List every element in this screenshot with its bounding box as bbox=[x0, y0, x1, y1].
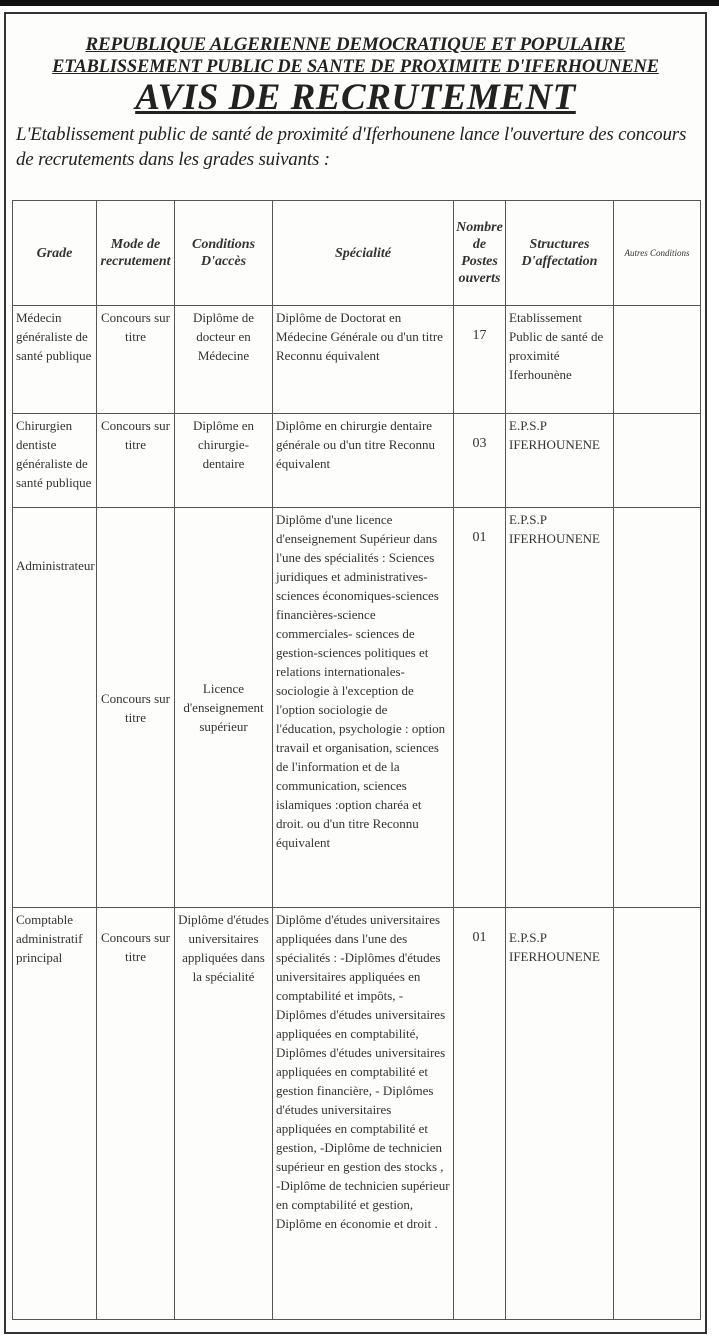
cell-specialite: Diplôme d'une licence d'enseignement Supérieur dans l'une des spécialités : Sciences juridiques et administratives- sciences économiques-sciences financières-science commerciales- sciences de gestion-sciences politiques et relations internationales-sociologie à l'exception de l'option sociologie de l'éducation, psychologie : option travail et organisation, sciences de l'information et de la communication, sciences islamiques :option charéa et droit. ou d'un titre Reconnu équivalent bbox=[273, 508, 454, 908]
col-structures: Structures D'affectation bbox=[506, 201, 614, 306]
cell-structures: E.P.S.P IFERHOUNENE bbox=[506, 414, 614, 508]
cell-conditions: Diplôme de docteur en Médecine bbox=[175, 306, 273, 414]
top-border-bar bbox=[0, 0, 719, 6]
col-specialite: Spécialité bbox=[273, 201, 454, 306]
cell-mode: Concours sur titre bbox=[97, 508, 175, 908]
cell-autres bbox=[614, 508, 701, 908]
notice-title: AVIS DE RECRUTEMENT bbox=[135, 77, 576, 118]
cell-postes: 03 bbox=[454, 414, 506, 508]
intro-paragraph: L'Etablissement public de santé de proximité d'Iferhounene lance l'ouverture des concours de recrutements dans les grades suivants : bbox=[16, 124, 687, 170]
cell-autres bbox=[614, 306, 701, 414]
cell-grade: Chirurgien dentiste généraliste de santé publique bbox=[13, 414, 97, 508]
col-autres: Autres Conditions bbox=[614, 201, 701, 306]
cell-autres bbox=[614, 908, 701, 1320]
col-conditions: Conditions D'accès bbox=[175, 201, 273, 306]
table-row bbox=[13, 306, 701, 414]
cell-conditions: Diplôme d'études universitaires appliquées dans la spécialité bbox=[175, 908, 273, 1320]
cell-postes: 17 bbox=[454, 306, 506, 414]
cell-grade: Administrateur bbox=[13, 508, 97, 908]
recruitment-table bbox=[12, 200, 701, 1320]
cell-specialite: Diplôme en chirurgie dentaire générale ou d'un titre Reconnu équivalent bbox=[273, 414, 454, 508]
cell-grade: Médecin généraliste de santé publique bbox=[13, 306, 97, 414]
cell-mode: Concours sur titre bbox=[97, 908, 175, 1320]
republic-heading: REPUBLIQUE ALGERIENNE DEMOCRATIQUE ET POPULAIRE bbox=[85, 34, 626, 55]
cell-structures: E.P.S.P IFERHOUNENE bbox=[506, 508, 614, 908]
table-header-row bbox=[13, 201, 701, 306]
cell-autres bbox=[614, 414, 701, 508]
col-postes: Nombre de Postes ouverts bbox=[454, 201, 506, 306]
cell-structures: E.P.S.P IFERHOUNENE bbox=[506, 908, 614, 1320]
cell-postes: 01 bbox=[454, 508, 506, 908]
table-row bbox=[13, 508, 701, 908]
cell-postes: 01 bbox=[454, 908, 506, 1320]
cell-conditions: Diplôme en chirurgie- dentaire bbox=[175, 414, 273, 508]
establishment-heading: ETABLISSEMENT PUBLIC DE SANTE DE PROXIMITE D'IFERHOUNENE bbox=[52, 57, 659, 77]
cell-conditions: Licence d'enseignement supérieur bbox=[175, 508, 273, 908]
cell-mode: Concours sur titre bbox=[97, 414, 175, 508]
cell-mode: Concours sur titre bbox=[97, 306, 175, 414]
cell-specialite: Diplôme d'études universitaires appliquées dans l'une des spécialités : -Diplômes d'études universitaires appliquées en comptabilité et impôts, -Diplômes d'études universitaires appliquées en comptabilité, Diplômes d'études universitaires appliquées en comptabilité et gestion financière, - Diplômes d'études universitaires appliquées en comptabilité et gestion, -Diplôme de technicien supérieur en gestion des stocks , -Diplôme de technicien supérieur en comptabilité et gestion, Diplôme en économie et droit . bbox=[273, 908, 454, 1320]
col-grade: Grade bbox=[13, 201, 97, 306]
cell-structures: Etablissement Public de santé de proximité Iferhounène bbox=[506, 306, 614, 414]
cell-grade: Comptable administratif principal bbox=[13, 908, 97, 1320]
table-row bbox=[13, 908, 701, 1320]
table-row bbox=[13, 414, 701, 508]
col-mode: Mode de recrutement bbox=[97, 201, 175, 306]
cell-specialite: Diplôme de Doctorat en Médecine Générale ou d'un titre Reconnu équivalent bbox=[273, 306, 454, 414]
recruitment-notice bbox=[4, 12, 707, 1334]
